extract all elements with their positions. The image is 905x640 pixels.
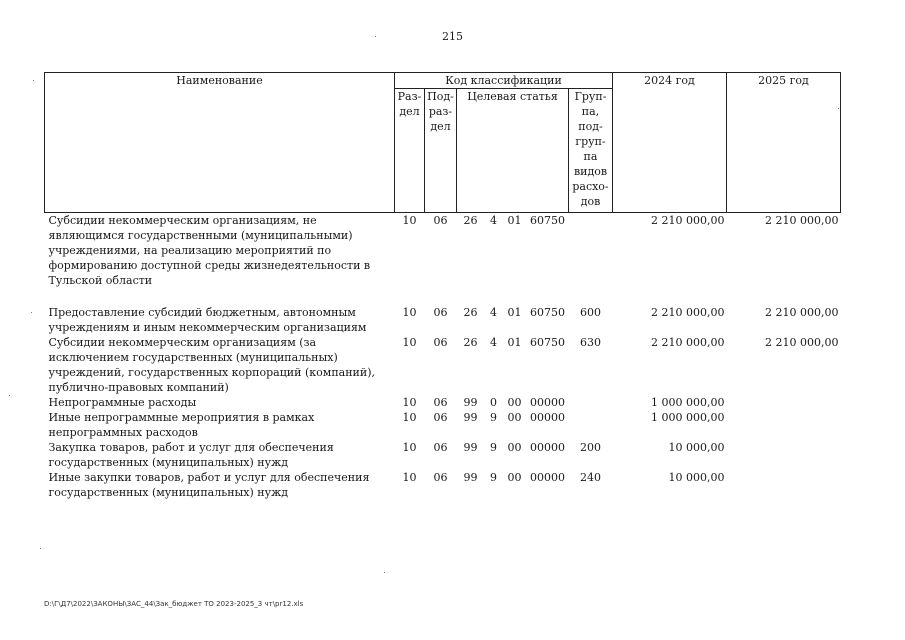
cell-section: 10 bbox=[402, 396, 417, 409]
scan-speck bbox=[9, 395, 10, 396]
cell-amount-2024: 2 210 000,00 bbox=[651, 306, 725, 319]
cell-amount-2024: 2 210 000,00 bbox=[651, 214, 725, 227]
cell-target-program: 26 bbox=[463, 306, 478, 319]
cell-target-subprogram: 01 bbox=[507, 336, 522, 349]
table-row bbox=[45, 395, 841, 410]
cell-target-program: 99 bbox=[463, 396, 478, 409]
scan-speck bbox=[40, 548, 41, 549]
cell-target-program: 99 bbox=[463, 441, 478, 454]
header-group: Груп- па, под- груп- па видов расхо- дов bbox=[569, 89, 613, 213]
cell-target-direction: 60750 bbox=[530, 214, 565, 227]
cell-target-direction: 00000 bbox=[530, 411, 565, 424]
table-row bbox=[45, 470, 841, 500]
cell-target-subprogram: 00 bbox=[507, 411, 522, 424]
budget-table bbox=[44, 72, 841, 500]
cell-section: 10 bbox=[402, 441, 417, 454]
cell-section: 10 bbox=[402, 411, 417, 424]
cell-subsection: 06 bbox=[433, 396, 448, 409]
cell-target-direction: 00000 bbox=[530, 441, 565, 454]
cell-subsection: 06 bbox=[433, 306, 448, 319]
scan-speck bbox=[384, 572, 385, 573]
scan-speck bbox=[31, 312, 32, 313]
page-number: 215 bbox=[442, 30, 463, 43]
cell-amount-2025: 2 210 000,00 bbox=[765, 336, 839, 349]
scan-speck bbox=[375, 36, 376, 37]
cell-group: 240 bbox=[580, 471, 601, 484]
cell-name: Иные закупки товаров, работ и услуг для обеспечения государственных (муниципальных) нужд bbox=[48, 471, 370, 499]
cell-amount-2024: 1 000 000,00 bbox=[651, 396, 725, 409]
table-row bbox=[45, 410, 841, 440]
cell-target-type: 9 bbox=[490, 471, 497, 484]
cell-target-type: 4 bbox=[490, 306, 497, 319]
cell-target-type: 4 bbox=[490, 214, 497, 227]
cell-target-subprogram: 01 bbox=[507, 306, 522, 319]
header-name: Наименование bbox=[45, 73, 395, 213]
cell-target-type: 0 bbox=[490, 396, 497, 409]
cell-name: Непрограммные расходы bbox=[48, 396, 197, 409]
cell-target-program: 26 bbox=[463, 336, 478, 349]
cell-amount-2024: 2 210 000,00 bbox=[651, 336, 725, 349]
cell-target-direction: 00000 bbox=[530, 471, 565, 484]
cell-name: Предоставление субсидий бюджетным, автономным учреждениям и иным некоммерческим организациям bbox=[48, 306, 367, 334]
cell-name: Закупка товаров, работ и услуг для обеспечения государственных (муниципальных) нужд bbox=[48, 441, 334, 469]
cell-amount-2025: 2 210 000,00 bbox=[765, 214, 839, 227]
budget-table-container bbox=[44, 72, 841, 500]
cell-group bbox=[569, 395, 613, 410]
cell-name: Субсидии некоммерческим организациям (за исключением государственных (муниципальных) учреждений, государственных корпораций (компаний), публично-правовых компаний) bbox=[48, 336, 375, 394]
cell-amount-2025: 2 210 000,00 bbox=[765, 306, 839, 319]
cell-section: 10 bbox=[402, 306, 417, 319]
cell-group bbox=[569, 410, 613, 440]
cell-target-program: 99 bbox=[463, 471, 478, 484]
cell-section: 10 bbox=[402, 471, 417, 484]
cell-target-type: 9 bbox=[490, 441, 497, 454]
table-body bbox=[45, 213, 841, 501]
cell-amount-2025 bbox=[727, 440, 841, 470]
cell-subsection: 06 bbox=[433, 336, 448, 349]
table-row bbox=[45, 335, 841, 395]
cell-name: Иные непрограммные мероприятия в рамках непрограммных расходов bbox=[48, 411, 315, 439]
cell-subsection: 06 bbox=[433, 214, 448, 227]
table-row bbox=[45, 213, 841, 306]
header-year-2025: 2025 год bbox=[727, 73, 841, 213]
scan-speck bbox=[33, 80, 34, 81]
cell-target-subprogram: 00 bbox=[507, 396, 522, 409]
header-subsection: Под- раз- дел bbox=[425, 89, 457, 213]
cell-target-direction: 60750 bbox=[530, 306, 565, 319]
table-row bbox=[45, 305, 841, 335]
cell-target-subprogram: 01 bbox=[507, 214, 522, 227]
cell-amount-2025 bbox=[727, 470, 841, 500]
header-target-article: Целевая статья bbox=[457, 89, 569, 213]
cell-group bbox=[569, 213, 613, 306]
cell-group: 630 bbox=[580, 336, 601, 349]
cell-amount-2025 bbox=[727, 395, 841, 410]
cell-subsection: 06 bbox=[433, 411, 448, 424]
header-year-2024: 2024 год bbox=[613, 73, 727, 213]
cell-amount-2025 bbox=[727, 410, 841, 440]
cell-group: 200 bbox=[580, 441, 601, 454]
header-section: Раз- дел bbox=[395, 89, 425, 213]
cell-target-type: 4 bbox=[490, 336, 497, 349]
cell-subsection: 06 bbox=[433, 441, 448, 454]
cell-amount-2024: 10 000,00 bbox=[668, 441, 725, 454]
cell-target-direction: 60750 bbox=[530, 336, 565, 349]
cell-target-subprogram: 00 bbox=[507, 441, 522, 454]
cell-section: 10 bbox=[402, 214, 417, 227]
cell-amount-2024: 10 000,00 bbox=[668, 471, 725, 484]
cell-group: 600 bbox=[580, 306, 601, 319]
table-header bbox=[45, 73, 841, 213]
cell-section: 10 bbox=[402, 336, 417, 349]
scan-speck bbox=[838, 108, 839, 109]
cell-subsection: 06 bbox=[433, 471, 448, 484]
cell-target-direction: 00000 bbox=[530, 396, 565, 409]
cell-target-program: 99 bbox=[463, 411, 478, 424]
cell-amount-2024: 1 000 000,00 bbox=[651, 411, 725, 424]
cell-name: Субсидии некоммерческим организациям, не являющимся государственными (муниципальными) учреждениями, на реализацию мероприятий по формированию доступной среды жизнедеятельности в Тульской области bbox=[48, 214, 371, 287]
cell-target-type: 9 bbox=[490, 411, 497, 424]
header-classification: Код классификации bbox=[395, 73, 613, 89]
table-row bbox=[45, 440, 841, 470]
cell-target-program: 26 bbox=[463, 214, 478, 227]
file-path-footer: D:\Г\Д7\2022\ЗАКОНЫ\ЗАС_44\Зак_бюджет ТО 2023-2025_3 чт\pr12.xls bbox=[44, 600, 304, 608]
cell-target-subprogram: 00 bbox=[507, 471, 522, 484]
